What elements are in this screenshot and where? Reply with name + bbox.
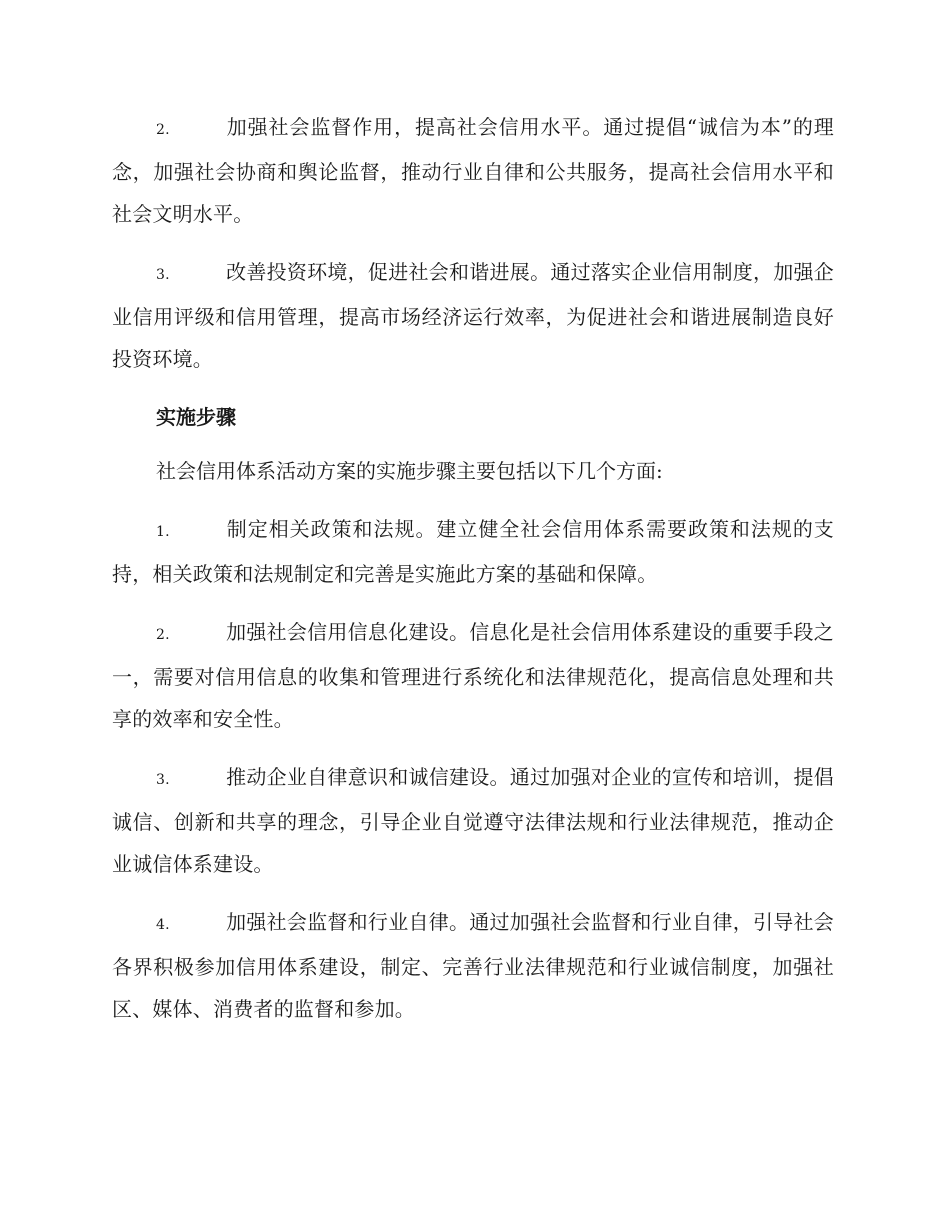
list-item — [112, 611, 834, 740]
list-item — [112, 901, 834, 1030]
item-text: 加强社会信用信息化建设。信息化是社会信用体系建设的重要手段之一，需要对信用信息的收集和管理进行系统化和法律规范化，提高信息处理和共享的效率和安全性。 — [112, 620, 834, 731]
item-text: 推动企业自律意识和诚信建设。通过加强对企业的宣传和培训，提倡诚信、创新和共享的理念，引导企业自觉遵守法律法规和行业法律规范，推动企业诚信体系建设。 — [112, 765, 834, 876]
item-number: 1. — [156, 524, 170, 540]
section-heading: 实施步骤 — [156, 405, 236, 429]
item-number: 2. — [156, 627, 170, 643]
item-text: 加强社会监督作用，提高社会信用水平。通过提倡“诚信为本”的理念，加强社会协商和舆论监督，推动行业自律和公共服务，提高社会信用水平和社会文明水平。 — [112, 115, 834, 226]
item-number: 4. — [156, 917, 170, 933]
section-intro: 社会信用体系活动方案的实施步骤主要包括以下几个方面: — [156, 459, 663, 483]
item-number: 3. — [156, 772, 170, 788]
item-text: 改善投资环境，促进社会和谐进展。通过落实企业信用制度，加强企业信用评级和信用管理，提高市场经济运行效率，为促进社会和谐进展制造良好投资环境。 — [112, 260, 834, 371]
item-text: 加强社会监督和行业自律。通过加强社会监督和行业自律，引导社会各界积极参加信用体系建设，制定、完善行业法律规范和行业诚信制度，加强社区、媒体、消费者的监督和参加。 — [112, 910, 834, 1021]
list-item — [112, 508, 834, 595]
list-item — [112, 106, 834, 235]
item-text: 制定相关政策和法规。建立健全社会信用体系需要政策和法规的支持，相关政策和法规制定和完善是实施此方案的基础和保障。 — [112, 517, 834, 586]
list-item — [112, 756, 834, 885]
list-item — [112, 251, 834, 380]
item-number: 2. — [156, 122, 170, 138]
document-page — [112, 106, 834, 1046]
item-number: 3. — [156, 267, 170, 283]
